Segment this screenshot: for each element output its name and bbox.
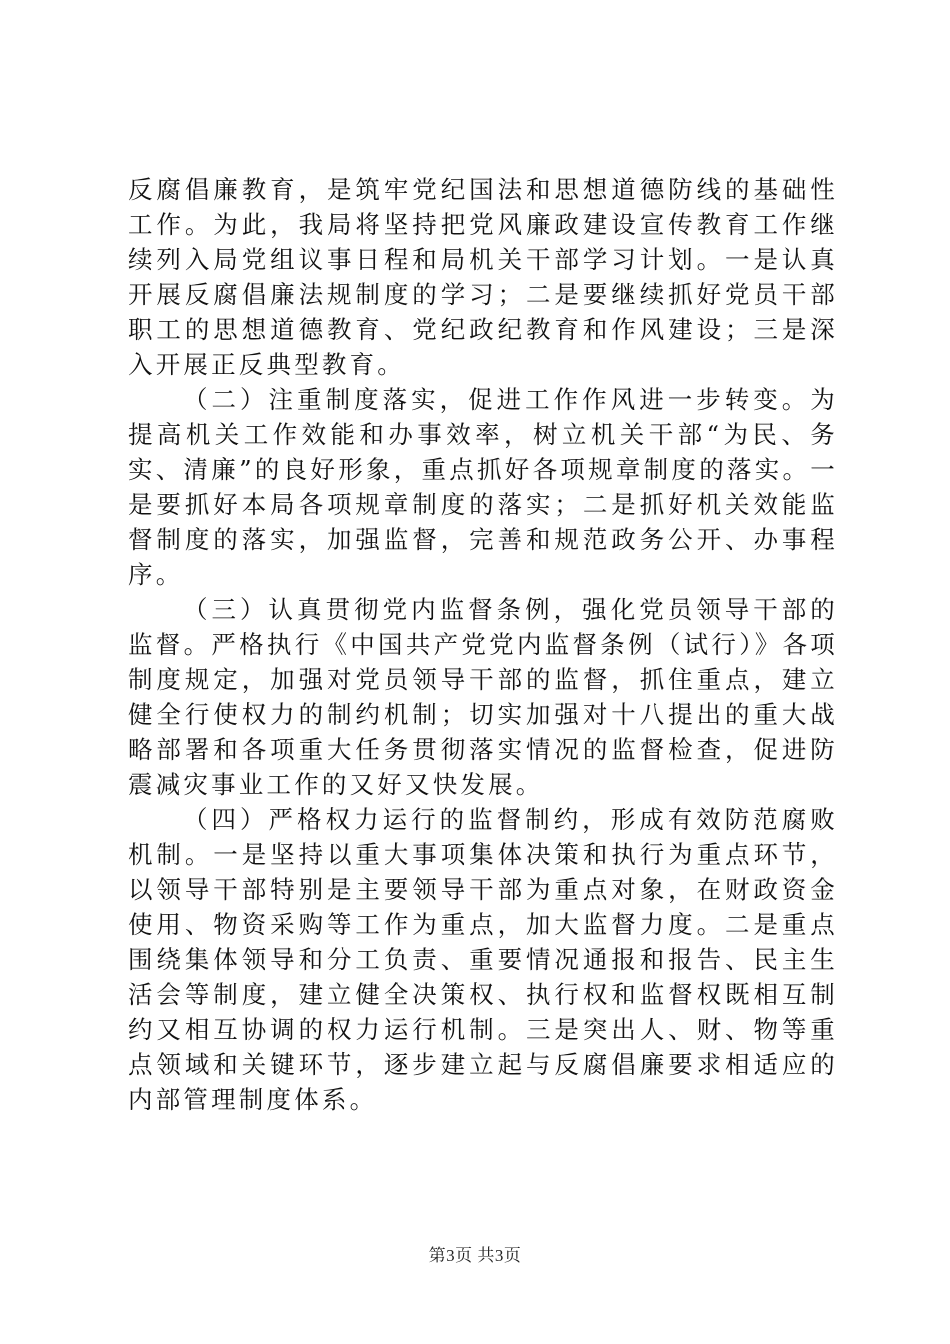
document-body: [128, 172, 838, 1117]
page-number-footer: 第3页 共3页: [428, 1246, 522, 1265]
paragraph-section-two: （二）注重制度落实，促进工作作风进一步转变。为提高机关工作效能和办事效率，树立机关干部“为民、务实、清廉”的良好形象，重点抓好各项规章制度的落实。一是要抓好本局各项规章制度的落实；二是抓好机关效能监督制度的落实，加强监督，完善和规范政务公开、办事程序。: [128, 385, 838, 589]
paragraph-section-three: （三）认真贯彻党内监督条例，强化党员领导干部的监督。严格执行《中国共产党党内监督条例（试行）》各项制度规定，加强对党员领导干部的监督，抓住重点，建立健全行使权力的制约机制；切实加强对十八提出的重大战略部署和各项重大任务贯彻落实情况的监督检查，促进防震减灾事业工作的又好又快发展。: [128, 595, 838, 799]
paragraph-anti-corruption-education: 反腐倡廉教育，是筑牢党纪国法和思想道德防线的基础性工作。为此，我局将坚持把党风廉政建设宣传教育工作继续列入局党组议事日程和局机关干部学习计划。一是认真开展反腐倡廉法规制度的学习；二是要继续抓好党员干部职工的思想道德教育、党纪政纪教育和作风建设；三是深入开展正反典型教育。: [128, 175, 838, 379]
paragraph-section-four: （四）严格权力运行的监督制约，形成有效防范腐败机制。一是坚持以重大事项集体决策和执行为重点环节，以领导干部特别是主要领导干部为重点对象，在财政资金使用、物资采购等工作为重点，加大监督力度。二是重点围绕集体领导和分工负责、重要情况通报和报告、民主生活会等制度，建立健全决策权、执行权和监督权既相互制约又相互协调的权力运行机制。三是突出人、财、物等重点领域和关键环节，逐步建立起与反腐倡廉要求相适应的内部管理制度体系。: [128, 805, 838, 1114]
